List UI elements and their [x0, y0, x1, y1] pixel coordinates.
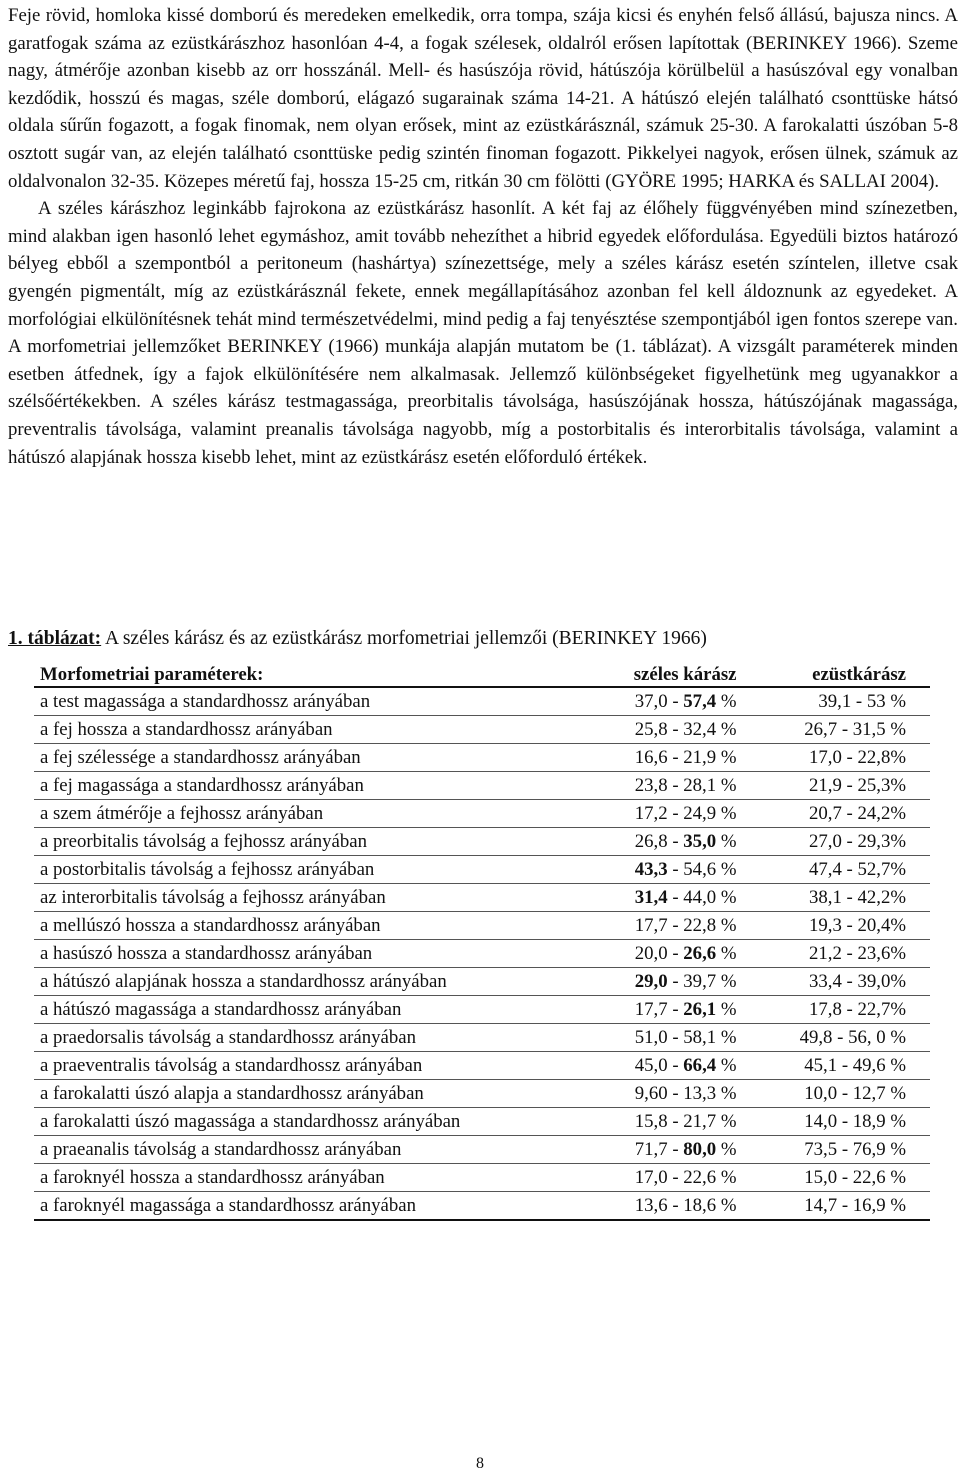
parameter-cell: a mellúszó hossza a standardhossz arányában	[34, 912, 595, 940]
parameter-cell: a hátúszó alapjának hossza a standardhossz arányában	[34, 968, 595, 996]
szeles-karasz-cell	[595, 968, 759, 996]
parameter-cell: a fej szélessége a standardhossz arányában	[34, 744, 595, 772]
range-text: %	[716, 1138, 737, 1160]
parameter-cell: a hasúszó hossza a standardhossz arányában	[34, 940, 595, 968]
extreme-value: 31,4	[634, 886, 668, 908]
table-row	[34, 1108, 930, 1136]
extreme-value: 35,0	[683, 830, 717, 852]
szeles-karasz-cell	[595, 912, 759, 940]
range-text: 17,2 - 24,9 %	[634, 802, 737, 824]
parameter-cell: a postorbitalis távolság a fejhossz arányában	[34, 856, 595, 884]
parameter-cell: a praeventralis távolság a standardhossz arányában	[34, 1052, 595, 1080]
table-caption-label: 1. táblázat:	[8, 628, 102, 649]
szeles-karasz-cell	[595, 940, 759, 968]
szeles-karasz-cell	[595, 996, 759, 1024]
ezustkarasz-cell: 39,1 - 53 %	[759, 687, 931, 716]
range-text: %	[716, 1054, 737, 1076]
ezustkarasz-cell: 19,3 - 20,4%	[759, 912, 931, 940]
table-caption	[8, 628, 707, 650]
range-text: 20,0 -	[634, 942, 684, 964]
range-text: 17,7 -	[634, 998, 684, 1020]
table-row	[34, 968, 930, 996]
szeles-karasz-cell	[595, 1136, 759, 1164]
table-row	[34, 687, 930, 716]
ezustkarasz-cell: 15,0 - 22,6 %	[759, 1164, 931, 1192]
ezustkarasz-cell: 49,8 - 56, 0 %	[759, 1024, 931, 1052]
range-text: %	[716, 998, 737, 1020]
page-number: 8	[476, 1455, 484, 1472]
table-caption-text: A széles kárász és az ezüstkárász morfometriai jellemzői (BERINKEY 1966)	[101, 628, 707, 649]
range-text: 71,7 -	[634, 1138, 684, 1160]
header-ezustkarasz: ezüstkárász	[759, 656, 931, 687]
ezustkarasz-cell: 26,7 - 31,5 %	[759, 716, 931, 744]
ezustkarasz-cell: 14,0 - 18,9 %	[759, 1108, 931, 1136]
extreme-value: 26,1	[683, 998, 717, 1020]
szeles-karasz-cell	[595, 884, 759, 912]
szeles-karasz-cell	[595, 687, 759, 716]
paragraph-2: A széles kárászhoz leginkább fajrokona az ezüstkárász hasonlít. A két faj az élőhely függvényében mind színezetben, mind alakban igen hasonló lehet egymáshoz, amit tovább nehezíthet a hibrid egyedek előfordulása. Egyedüli biztos határozó bélyeg ebből a szempontból a peritoneum (hashártya) színezettsége, mely a széles kárász esetén színtelen, illetve csak gyengén pigmentált, míg az ezüstkárásznál fekete, ennek megállapításához azonban fel kell áldoznunk az egyedeket. A morfológiai elkülönítésnek tehát mind természetvédelmi, mind pedig a faj tenyésztése szempontjából igen fontos szerepe van. A morfometriai jellemzőket BERINKEY (1966) munkája alapján mutatom be (1. táblázat). A vizsgált paraméterek minden esetben átfednek, így a fajok elkülönítésére nem alkalmasak. Jellemző különbségeket figyelhetünk meg ugyanakkor a szélsőértékekben. A széles kárász testmagassága, preorbitalis távolsága, hasúszójának hossza, hátúszójának magassága, preventralis távolsága, valamint preanalis távolsága nagyobb, míg a postorbitalis és interorbitalis távolsága, valamint a hátúszó alapjának hossza kisebb lehet, mint az ezüstkárász esetén előforduló értékek.	[8, 198, 958, 468]
szeles-karasz-cell	[595, 828, 759, 856]
szeles-karasz-cell	[595, 744, 759, 772]
table-row	[34, 940, 930, 968]
range-text: - 54,6 %	[667, 858, 737, 880]
range-text: 51,0 - 58,1 %	[634, 1026, 737, 1048]
range-text: 45,0 -	[634, 1054, 684, 1076]
ezustkarasz-cell: 14,7 - 16,9 %	[759, 1192, 931, 1221]
extreme-value: 57,4	[683, 690, 717, 712]
table-row	[34, 884, 930, 912]
range-text: 13,6 - 18,6 %	[634, 1194, 737, 1216]
parameter-cell: a faroknyél hossza a standardhossz arányában	[34, 1164, 595, 1192]
extreme-value: 26,6	[683, 942, 717, 964]
range-text: %	[716, 690, 737, 712]
range-text: 17,7 - 22,8 %	[634, 914, 737, 936]
range-text: 16,6 - 21,9 %	[634, 746, 737, 768]
table-row	[34, 1052, 930, 1080]
parameter-cell: a faroknyél magassága a standardhossz arányában	[34, 1192, 595, 1221]
ezustkarasz-cell: 17,0 - 22,8%	[759, 744, 931, 772]
range-text: %	[716, 942, 737, 964]
parameter-cell: a fej hossza a standardhossz arányában	[34, 716, 595, 744]
parameter-cell: a praedorsalis távolság a standardhossz arányában	[34, 1024, 595, 1052]
range-text: 15,8 - 21,7 %	[634, 1110, 737, 1132]
ezustkarasz-cell: 10,0 - 12,7 %	[759, 1080, 931, 1108]
table-row	[34, 996, 930, 1024]
szeles-karasz-cell	[595, 1052, 759, 1080]
ezustkarasz-cell: 21,2 - 23,6%	[759, 940, 931, 968]
body-text	[8, 2, 958, 471]
parameter-cell: a test magassága a standardhossz arányában	[34, 687, 595, 716]
ezustkarasz-cell: 17,8 - 22,7%	[759, 996, 931, 1024]
range-text: 26,8 -	[634, 830, 684, 852]
table-row	[34, 800, 930, 828]
table-row	[34, 772, 930, 800]
ezustkarasz-cell: 47,4 - 52,7%	[759, 856, 931, 884]
szeles-karasz-cell	[595, 856, 759, 884]
table-row	[34, 744, 930, 772]
szeles-karasz-cell	[595, 716, 759, 744]
table-row	[34, 912, 930, 940]
extreme-value: 43,3	[634, 858, 668, 880]
table-row	[34, 828, 930, 856]
ezustkarasz-cell: 21,9 - 25,3%	[759, 772, 931, 800]
szeles-karasz-cell	[595, 1080, 759, 1108]
table-row	[34, 1024, 930, 1052]
ezustkarasz-cell: 33,4 - 39,0%	[759, 968, 931, 996]
range-text: 9,60 - 13,3 %	[634, 1082, 737, 1104]
parameter-cell: a praeanalis távolság a standardhossz arányában	[34, 1136, 595, 1164]
range-text: 37,0 -	[634, 690, 684, 712]
paragraph-1: Feje rövid, homloka kissé domború és meredeken emelkedik, orra tompa, szája kicsi és enyhén felső állású, bajusza nincs. A garatfogak száma az ezüstkárászhoz hasonlóan 4-4, a fogak szélesek, oldalról erősen lapítottak (BERINKEY 1966). Szeme nagy, átmérője azonban kisebb az orr hosszánál. Mell- és hasúszója rövid, hátúszója körülbelül a hasúszóval egy vonalban kezdődik, hosszú és magas, széle domború, elágazó sugarainak száma 14-21. A hátúszó elején található csonttüske hátsó oldala sűrűn fogazott, a fogak finomak, nem olyan erősek, mint az ezüstkárásznál, számuk 25-30. A farokalatti úszóban 5-8 osztott sugár van, az elején található csonttüske pedig szintén finoman fogazott. Pikkelyei nagyok, erősen ülnek, számuk az oldalvonalon 32-35. Közepes méretű faj, hossza 15-25 cm, ritkán 30 cm fölötti (GYÖRE 1995; HARKA és SALLAI 2004).	[8, 5, 958, 192]
header-szeles-karasz: széles kárász	[595, 656, 759, 687]
szeles-karasz-cell	[595, 800, 759, 828]
extreme-value: 80,0	[683, 1138, 717, 1160]
ezustkarasz-cell: 20,7 - 24,2%	[759, 800, 931, 828]
parameter-cell: az interorbitalis távolság a fejhossz arányában	[34, 884, 595, 912]
table-row	[34, 1192, 930, 1221]
szeles-karasz-cell	[595, 1164, 759, 1192]
extreme-value: 66,4	[683, 1054, 717, 1076]
ezustkarasz-cell: 38,1 - 42,2%	[759, 884, 931, 912]
table-body	[34, 687, 930, 1220]
szeles-karasz-cell	[595, 1024, 759, 1052]
parameter-cell: a fej magassága a standardhossz arányában	[34, 772, 595, 800]
ezustkarasz-cell: 73,5 - 76,9 %	[759, 1136, 931, 1164]
parameter-cell: a farokalatti úszó magassága a standardhossz arányában	[34, 1108, 595, 1136]
parameter-cell: a preorbitalis távolság a fejhossz arányában	[34, 828, 595, 856]
table-row	[34, 1136, 930, 1164]
table-row	[34, 1164, 930, 1192]
range-text: %	[716, 830, 737, 852]
table-row	[34, 1080, 930, 1108]
szeles-karasz-cell	[595, 1192, 759, 1221]
header-parameters: Morfometriai paraméterek:	[34, 656, 595, 687]
range-text: 17,0 - 22,6 %	[634, 1166, 737, 1188]
ezustkarasz-cell: 27,0 - 29,3%	[759, 828, 931, 856]
range-text: 25,8 - 32,4 %	[634, 718, 737, 740]
range-text: - 39,7 %	[667, 970, 737, 992]
table-header-row	[34, 656, 930, 687]
range-text: 23,8 - 28,1 %	[634, 774, 737, 796]
morphometry-table	[34, 656, 930, 1221]
szeles-karasz-cell	[595, 1108, 759, 1136]
table-row	[34, 856, 930, 884]
extreme-value: 29,0	[634, 970, 668, 992]
szeles-karasz-cell	[595, 772, 759, 800]
parameter-cell: a hátúszó magassága a standardhossz arányában	[34, 996, 595, 1024]
parameter-cell: a szem átmérője a fejhossz arányában	[34, 800, 595, 828]
table-row	[34, 716, 930, 744]
ezustkarasz-cell: 45,1 - 49,6 %	[759, 1052, 931, 1080]
parameter-cell: a farokalatti úszó alapja a standardhossz arányában	[34, 1080, 595, 1108]
range-text: - 44,0 %	[667, 886, 737, 908]
